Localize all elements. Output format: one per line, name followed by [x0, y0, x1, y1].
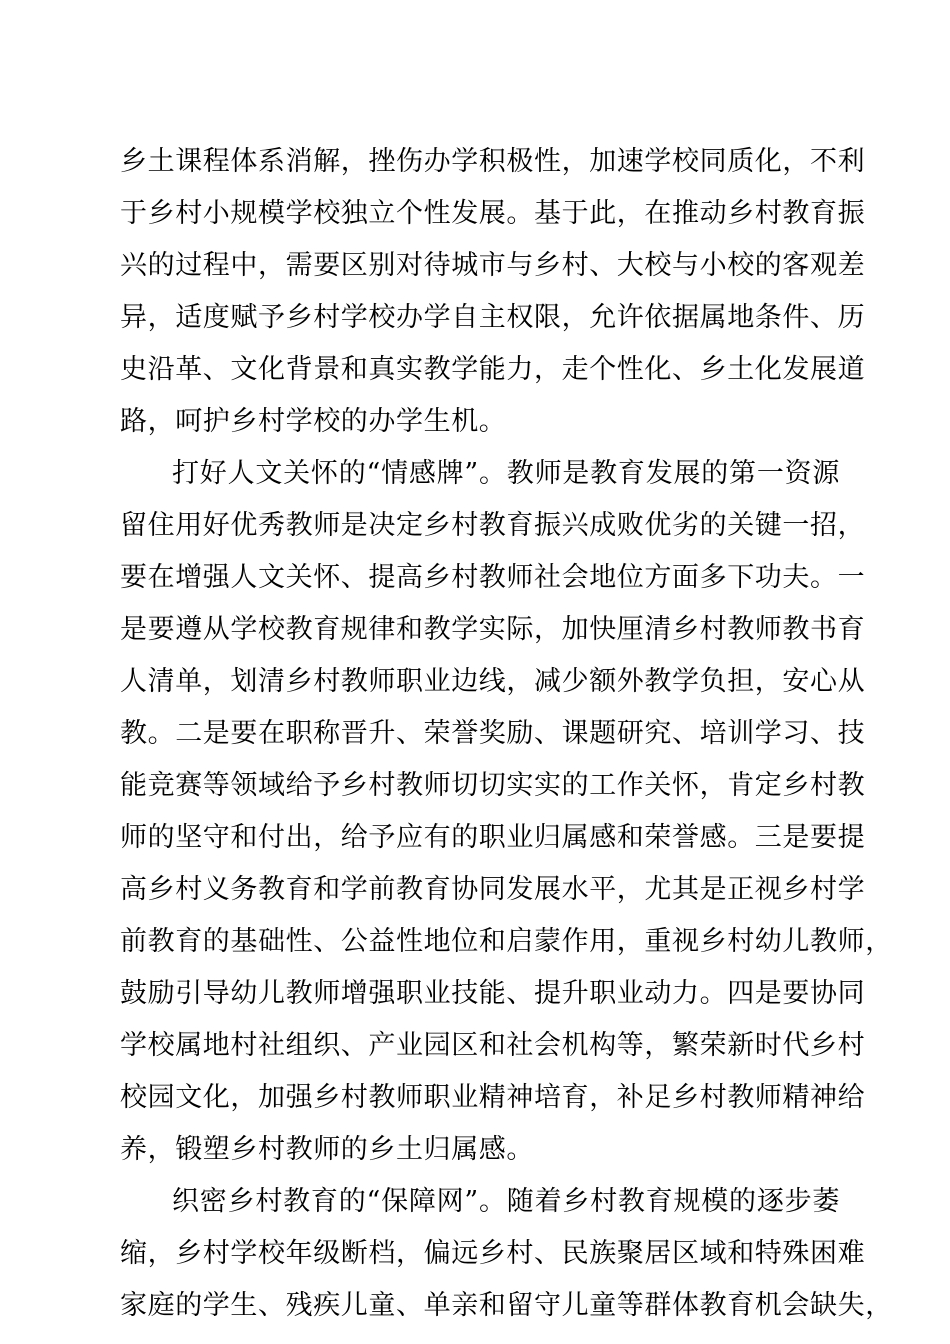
text-line: 兴的过程中，需要区别对待城市与乡村、大校与小校的客观差	[120, 250, 866, 281]
text-line: 学校属地村社组织、产业园区和社会机构等，繁荣新时代乡村	[120, 1030, 866, 1061]
text-line: 人清单，划清乡村教师职业边线，减少额外教学负担，安心从	[120, 666, 866, 697]
text-line: 师的坚守和付出，给予应有的职业归属感和荣誉感。三是要提	[120, 822, 866, 853]
paragraph-heading-line: 打好人文关怀的“情感牌”。教师是教育发展的第一资源	[172, 458, 840, 489]
text-line: 异，适度赋予乡村学校办学自主权限，允许依据属地条件、历	[120, 302, 866, 333]
text-line: 高乡村义务教育和学前教育协同发展水平，尤其是正视乡村学	[120, 874, 866, 905]
text-line: 路，呵护乡村学校的办学生机。	[120, 406, 507, 437]
text-line: 乡土课程体系消解，挫伤办学积极性，加速学校同质化，不利	[120, 146, 866, 177]
text-line: 缩，乡村学校年级断档，偏远乡村、民族聚居区域和特殊困难	[120, 1238, 866, 1269]
paragraph-heading-line: 织密乡村教育的“保障网”。随着乡村教育规模的逐步萎	[172, 1186, 840, 1217]
text-line: 能竞赛等领域给予乡村教师切切实实的工作关怀，肯定乡村教	[120, 770, 866, 801]
text-line: 鼓励引导幼儿教师增强职业技能、提升职业动力。四是要协同	[120, 978, 866, 1009]
text-line: 教。二是要在职称晋升、荣誉奖励、课题研究、培训学习、技	[120, 718, 866, 749]
text-line: 校园文化，加强乡村教师职业精神培育，补足乡村教师精神给	[120, 1082, 866, 1113]
text-line: 史沿革、文化背景和真实教学能力，走个性化、乡土化发展道	[120, 354, 866, 385]
text-line: 于乡村小规模学校独立个性发展。基于此，在推动乡村教育振	[120, 198, 866, 229]
text-line: 养，锻塑乡村教师的乡土归属感。	[120, 1134, 534, 1165]
text-line: 要在增强人文关怀、提高乡村教师社会地位方面多下功夫。一	[120, 562, 866, 593]
text-line: 前教育的基础性、公益性地位和启蒙作用，重视乡村幼儿教师，	[120, 926, 893, 957]
text-line: 留住用好优秀教师是决定乡村教育振兴成败优劣的关键一招，	[120, 510, 866, 541]
text-line: 是要遵从学校教育规律和教学实际，加快厘清乡村教师教书育	[120, 614, 866, 645]
text-line: 家庭的学生、残疾儿童、单亲和留守儿童等群体教育机会缺失，	[120, 1290, 893, 1321]
